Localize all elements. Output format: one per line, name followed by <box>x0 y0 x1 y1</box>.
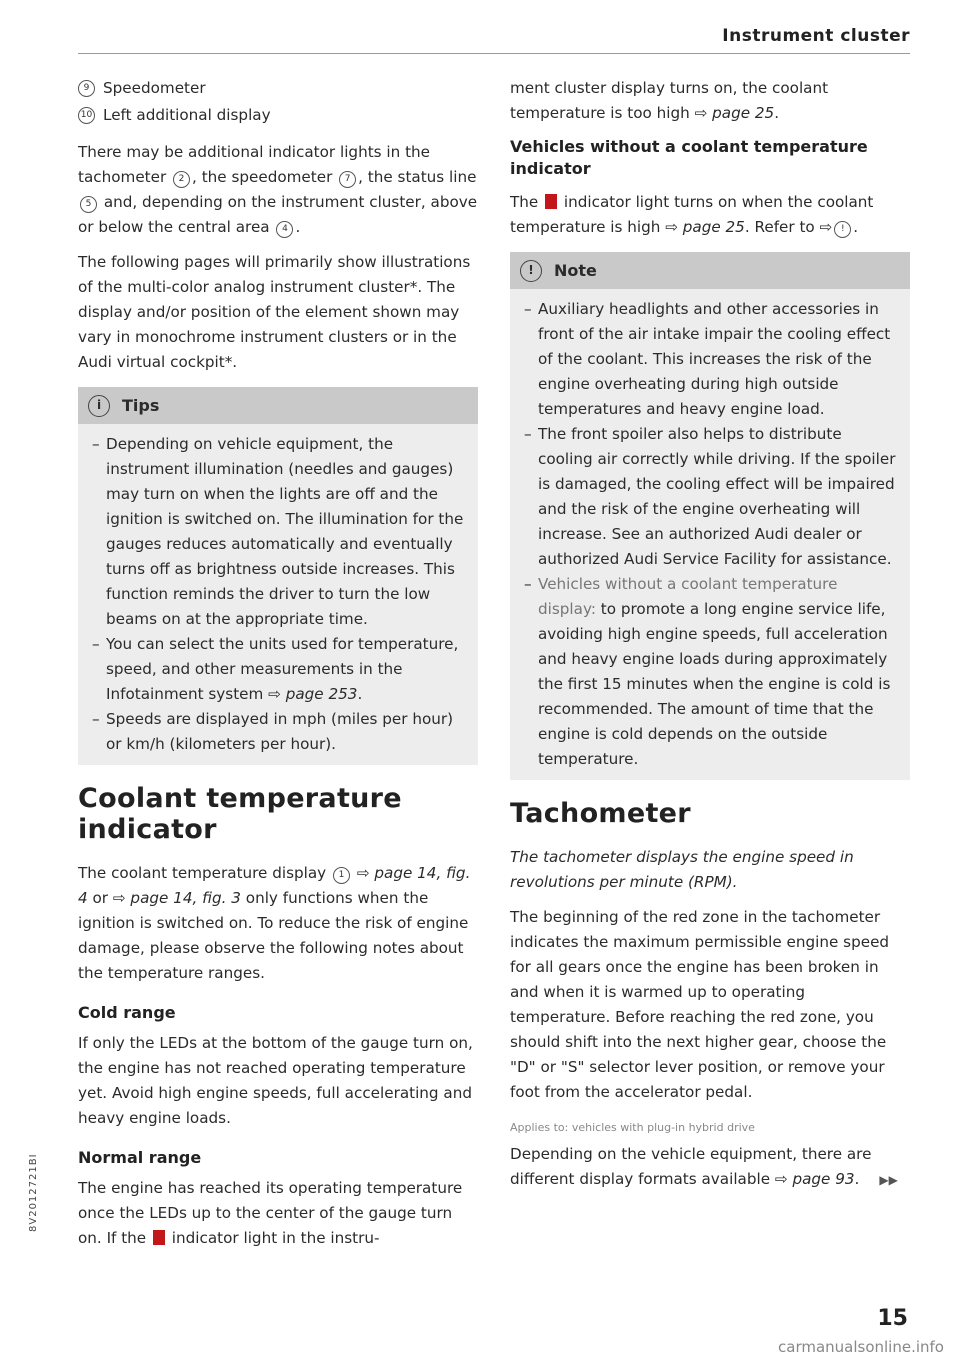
legend-label: Speedometer <box>103 79 206 97</box>
callout-number: 7 <box>339 171 356 188</box>
info-icon: i <box>88 395 110 417</box>
subheading-normal-range: Normal range <box>78 1148 202 1167</box>
callout-number: 5 <box>80 196 97 213</box>
tachometer-paragraph: The beginning of the red zone in the tachometer indicates the maximum permissible engine speed for all gears once the engine has been broken in and when it is warmed up to operating temperature. Before reaching the red zone, you should shift into the next higher gear, choose the "D" or "S" selector lever position, or remove your foot from the accelerator pedal. <box>510 908 890 1101</box>
page-reference-link[interactable]: ⇨ page 25 <box>694 104 775 122</box>
right-column <box>510 76 910 1203</box>
callout-number: 4 <box>276 221 293 238</box>
callout-number: 1 <box>333 867 350 884</box>
list-item: – Depending on vehicle equipment, the instrument illumination (needles and gauges) may turn on when the lights are off and the ignition is switched on. The illumination for the gauges reduces automatically and eventually turns off as brightness outside increases. This function reminds the driver to turn the low beams on at the appropriate time. <box>92 432 468 632</box>
tachometer-intro: The tachometer displays the engine speed in revolutions per minute (RPM). <box>510 848 854 891</box>
page-reference-link[interactable]: ⇨ page 25 <box>665 218 745 236</box>
header-title: Instrument cluster <box>722 26 910 46</box>
callout-number: ! <box>834 221 851 238</box>
list-item: – You can select the units used for temperature, speed, and other measurements in the Infotainment system ⇨ page 253. <box>92 632 468 707</box>
header-divider <box>78 53 910 54</box>
callout-number: 10 <box>78 107 95 124</box>
list-item: – Speeds are displayed in mph (miles per hour) or km/h (kilometers per hour). <box>92 707 468 757</box>
tips-header <box>78 387 478 424</box>
hybrid-paragraph: Depending on the vehicle equipment, there are different display formats available ⇨ page 93. ▶▶ <box>510 1145 898 1188</box>
vehicles-paragraph: The indicator light turns on when the coolant temperature is high ⇨ page 25. Refer to ⇨ ! . <box>510 193 874 236</box>
list-item: – Vehicles without a coolant temperature display: to promote a long engine service life, avoiding high engine speeds, full acceleration and heavy engine loads during approximately the first 15 minutes when the engine is cold is recommended. The amount of time that the engine is cold depends on the outside temperature. <box>524 572 900 772</box>
page-reference-link[interactable]: ⇨ page 93 <box>774 1170 855 1188</box>
callout-number: 2 <box>173 171 190 188</box>
coolant-warning-icon <box>545 194 557 209</box>
exclamation-icon: ! <box>520 260 542 282</box>
coolant-warning-icon <box>153 1230 165 1245</box>
tips-body <box>78 424 478 765</box>
subheading-cold-range: Cold range <box>78 1003 176 1022</box>
tips-title: Tips <box>122 396 160 415</box>
coolant-paragraph: The coolant temperature display 1 ⇨ page 14, fig. 4 or ⇨ page 14, fig. 3 only functions when the ignition is switched on. To reduce the risk of engine damage, please observe the following notes about the temperature ranges. <box>78 864 471 982</box>
indicator-paragraph: There may be additional indicator lights in the tachometer 2 , the speedometer 7 , the status line 5 and, depending on the instrument cluster, above or below the central area 4 . <box>78 143 478 236</box>
legend-item <box>78 76 478 101</box>
normal-range-paragraph: The engine has reached its operating temperature once the LEDs up to the center of the gauge turn on. If the indicator light in the instru- <box>78 1179 463 1247</box>
section-title-coolant: Coolant temperature indicator <box>78 783 402 845</box>
left-column <box>78 76 478 1261</box>
watermark: carmanualsonline.info <box>778 1338 944 1356</box>
page-number: 15 <box>877 1306 908 1331</box>
note-title: Note <box>554 261 597 280</box>
list-item: – The front spoiler also helps to distribute cooling air correctly while driving. If the spoiler is damaged, the cooling effect will be impaired and the risk of the engine overheating will increase. See an authorized Audi dealer or authorized Audi Service Facility for assistance. <box>524 422 900 572</box>
page-reference-link[interactable]: ⇨ page 253 <box>268 685 358 703</box>
list-item: – Auxiliary headlights and other accessories in front of the air intake impair the cooling effect of the coolant. This increases the risk of the engine overheating during high outside temperatures and heavy engine load. <box>524 297 900 422</box>
section-title-tachometer: Tachometer <box>510 798 691 829</box>
applies-to-note: Applies to: vehicles with plug-in hybrid drive <box>510 1121 755 1134</box>
note-header <box>510 252 910 289</box>
cold-range-paragraph: If only the LEDs at the bottom of the gauge turn on, the engine has not reached operating temperature yet. Avoid high engine speeds, full accelerating and heavy engine loads. <box>78 1034 473 1127</box>
tips-box <box>78 387 478 765</box>
illustration-paragraph: The following pages will primarily show illustrations of the multi-color analog instrument cluster*. The display and/or position of the element shown may vary in monochrome instrument clusters or in the Audi virtual cockpit*. <box>78 253 471 371</box>
page-reference-link[interactable]: ⇨ page 14, fig. 3 <box>112 889 241 907</box>
page-reference-link[interactable]: ⇨ page 14, fig. 4 <box>78 864 471 907</box>
continued-paragraph: ment cluster display turns on, the coolant temperature is too high ⇨ page 25. <box>510 79 829 122</box>
note-body <box>510 289 910 780</box>
legend-item <box>78 103 478 128</box>
callout-number: 9 <box>78 80 95 97</box>
document-code: 8V2012721BI <box>28 1153 39 1232</box>
note-box <box>510 252 910 780</box>
subheading-vehicles-without-indicator: Vehicles without a coolant temperature indicator <box>510 137 868 178</box>
legend-label: Left additional display <box>103 106 271 124</box>
continue-arrow-icon: ▶▶ <box>879 1173 898 1187</box>
